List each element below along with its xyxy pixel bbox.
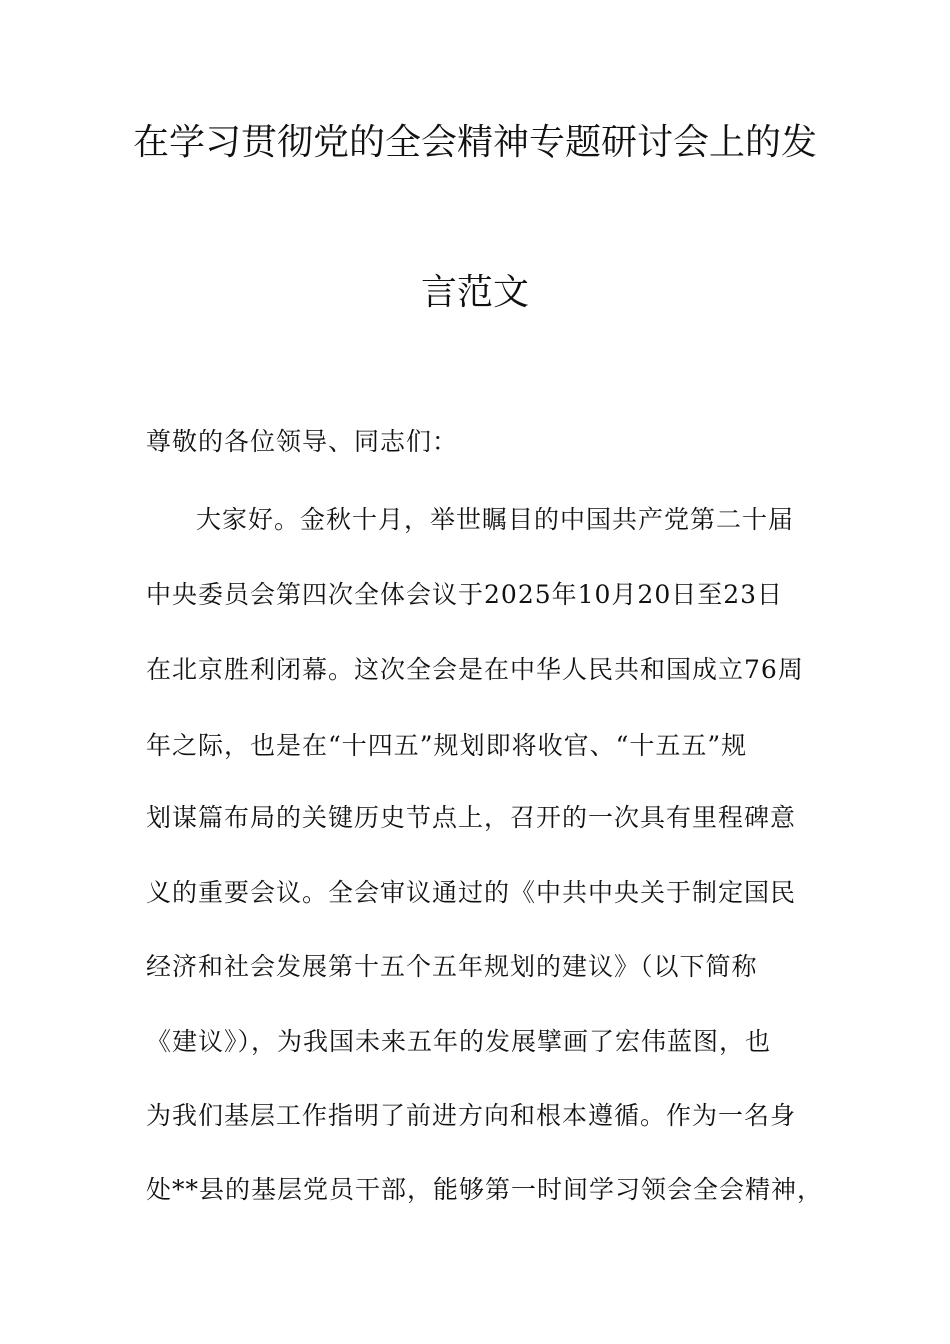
paragraph-line: 为我们基层工作指明了前进方向和根本遵循。作为一名身 (146, 1101, 797, 1130)
salutation: 尊敬的各位领导、同志们： (146, 427, 459, 456)
paragraph-line: 大家好。金秋十月，举世瞩目的中国共产党第二十届 (196, 505, 795, 534)
paragraph-line: 《建议》），为我国未来五年的发展擘画了宏伟蓝图，也 (146, 1027, 772, 1056)
paragraph-line: 处**县的基层党员干部，能够第一时间学习领会全会精神， (146, 1175, 824, 1204)
paragraph-line: 中央委员会第四次全体会议于2025年10月20日至23日 (146, 580, 784, 609)
paragraph-line: 年之际，也是在“十四五”规划即将收官、“十五五”规 (146, 731, 748, 760)
paragraph-line: 经济和社会发展第十五个五年规划的建议》（以下简称 (146, 952, 758, 981)
document-title-line-1: 在学习贯彻党的全会精神专题研讨会上的发 (132, 122, 817, 163)
paragraph-line: 在北京胜利闭幕。这次全会是在中华人民共和国成立76周 (146, 655, 804, 684)
paragraph-line: 义的重要会议。全会审议通过的《中共中央关于制定国民 (146, 878, 797, 907)
document-title-line-2: 言范文 (420, 272, 529, 313)
paragraph-line: 划谋篇布局的关键历史节点上，召开的一次具有里程碑意 (146, 803, 797, 832)
